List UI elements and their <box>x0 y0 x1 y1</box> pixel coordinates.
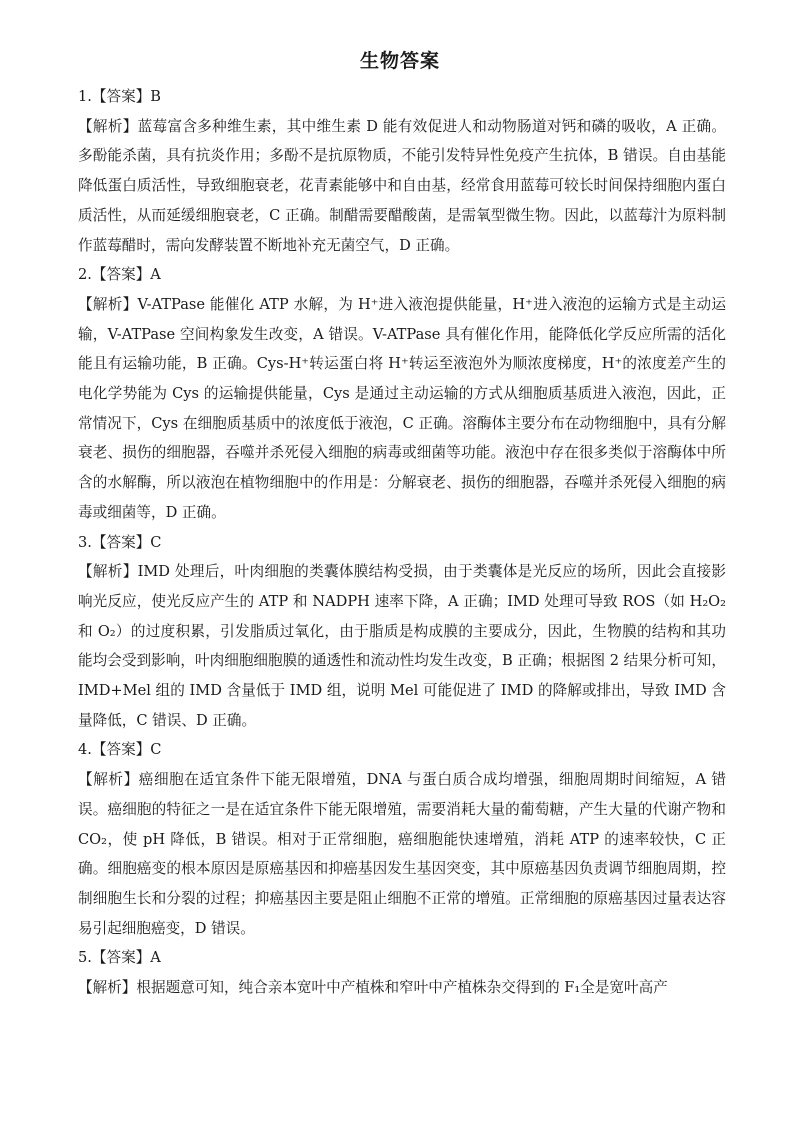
answer-5-header: 5.【答案】A <box>78 949 161 967</box>
answer-list <box>78 82 726 1003</box>
answer-5-explanation: 【解析】根据题意可知，纯合亲本宽叶中产植株和窄叶中产植株杂交得到的 F₁全是宽叶高产 <box>78 979 668 997</box>
answer-2-header: 2.【答案】A <box>78 266 161 284</box>
answer-1-explanation: 【解析】蓝莓富含多种维生素，其中维生素 D 能有效促进人和动物肠道对钙和磷的吸收，A 正确。多酚能杀菌，具有抗炎作用；多酚不是抗原物质，不能引发特异性免疫产生抗体，B 错误。自由基能降低蛋白质活性，导致细胞衰老，花青素能够中和自由基，经常食用蓝莓可较长时间保持细胞内蛋白质活性，从而延缓细胞衰老，C 正确。制醋需要醋酸菌，是需氧型微生物。因此，以蓝莓汁为原料制作蓝莓醋时，需向发酵装置不断地补充无菌空气，D 正确。 <box>78 117 726 254</box>
answer-3-explanation: 【解析】IMD 处理后，叶肉细胞的类囊体膜结构受损，由于类囊体是光反应的场所，因此会直接影响光反应，使光反应产生的 ATP 和 NADPH 速率下降，A 正确；IMD 处理可导致 ROS（如 H₂O₂和 O₂）的过度积累，引发脂质过氧化，由于脂质是构成膜的主要成分，因此，生物膜的结构和其功能均会受到影响，叶肉细胞细胞膜的通透性和流动性均发生改变，B 正确；根据图 2 结果分析可知，IMD+Mel 组的 IMD 含量低于 IMD 组，说明 Mel 可能促进了 IMD 的降解或排出，导致 IMD 含量降低，C 错误、D 正确。 <box>78 563 726 729</box>
answer-1-header: 1.【答案】B <box>78 88 162 105</box>
page-title: 生物答案 <box>359 50 440 72</box>
answer-2-explanation: 【解析】V-ATPase 能催化 ATP 水解，为 H⁺进入液泡提供能量，H⁺进入液泡的运输方式是主动运输，V-ATPase 空间构象发生改变，A 错误。V-ATPase 具有催化作用，能降低化学反应所需的活化能且有运输功能，B 正确。Cys-H⁺转运蛋白将 H⁺转运至液泡外为顺浓度梯度，H⁺的浓度差产生的电化学势能为 Cys 的运输提供能量，Cys 是通过主动运输的方式从细胞质基质进入液泡，因此，正常情况下，Cys 在细胞质基质中的浓度低于液泡，C 正确。溶酶体主要分布在动物细胞中，具有分解衰老、损伤的细胞器，吞噬并杀死侵入细胞的病毒或细菌等功能。液泡中存在很多类似于溶酶体中所含的水解酶，所以液泡在植物细胞中的作用是：分解衰老、损伤的细胞器，吞噬并杀死侵入细胞的病毒或细菌等，D 正确。 <box>78 295 726 521</box>
answer-4-header: 4.【答案】C <box>78 741 162 759</box>
answer-3-header: 3.【答案】C <box>78 533 162 551</box>
answer-4-explanation: 【解析】癌细胞在适宜条件下能无限增殖，DNA 与蛋白质合成均增强，细胞周期时间缩短，A 错误。癌细胞的特征之一是在适宜条件下能无限增殖，需要消耗大量的葡萄糖，产生大量的代谢产物和 CO₂，使 pH 降低，B 错误。相对于正常细胞，癌细胞能快速增殖，消耗 ATP 的速率较快，C 正确。细胞癌变的根本原因是原癌基因和抑癌基因发生基因突变，其中原癌基因负责调节细胞周期，控制细胞生长和分裂的过程；抑癌基因主要是阻止细胞不正常的增殖。正常细胞的原癌基因过量表达容易引起细胞癌变，D 错误。 <box>78 771 726 937</box>
